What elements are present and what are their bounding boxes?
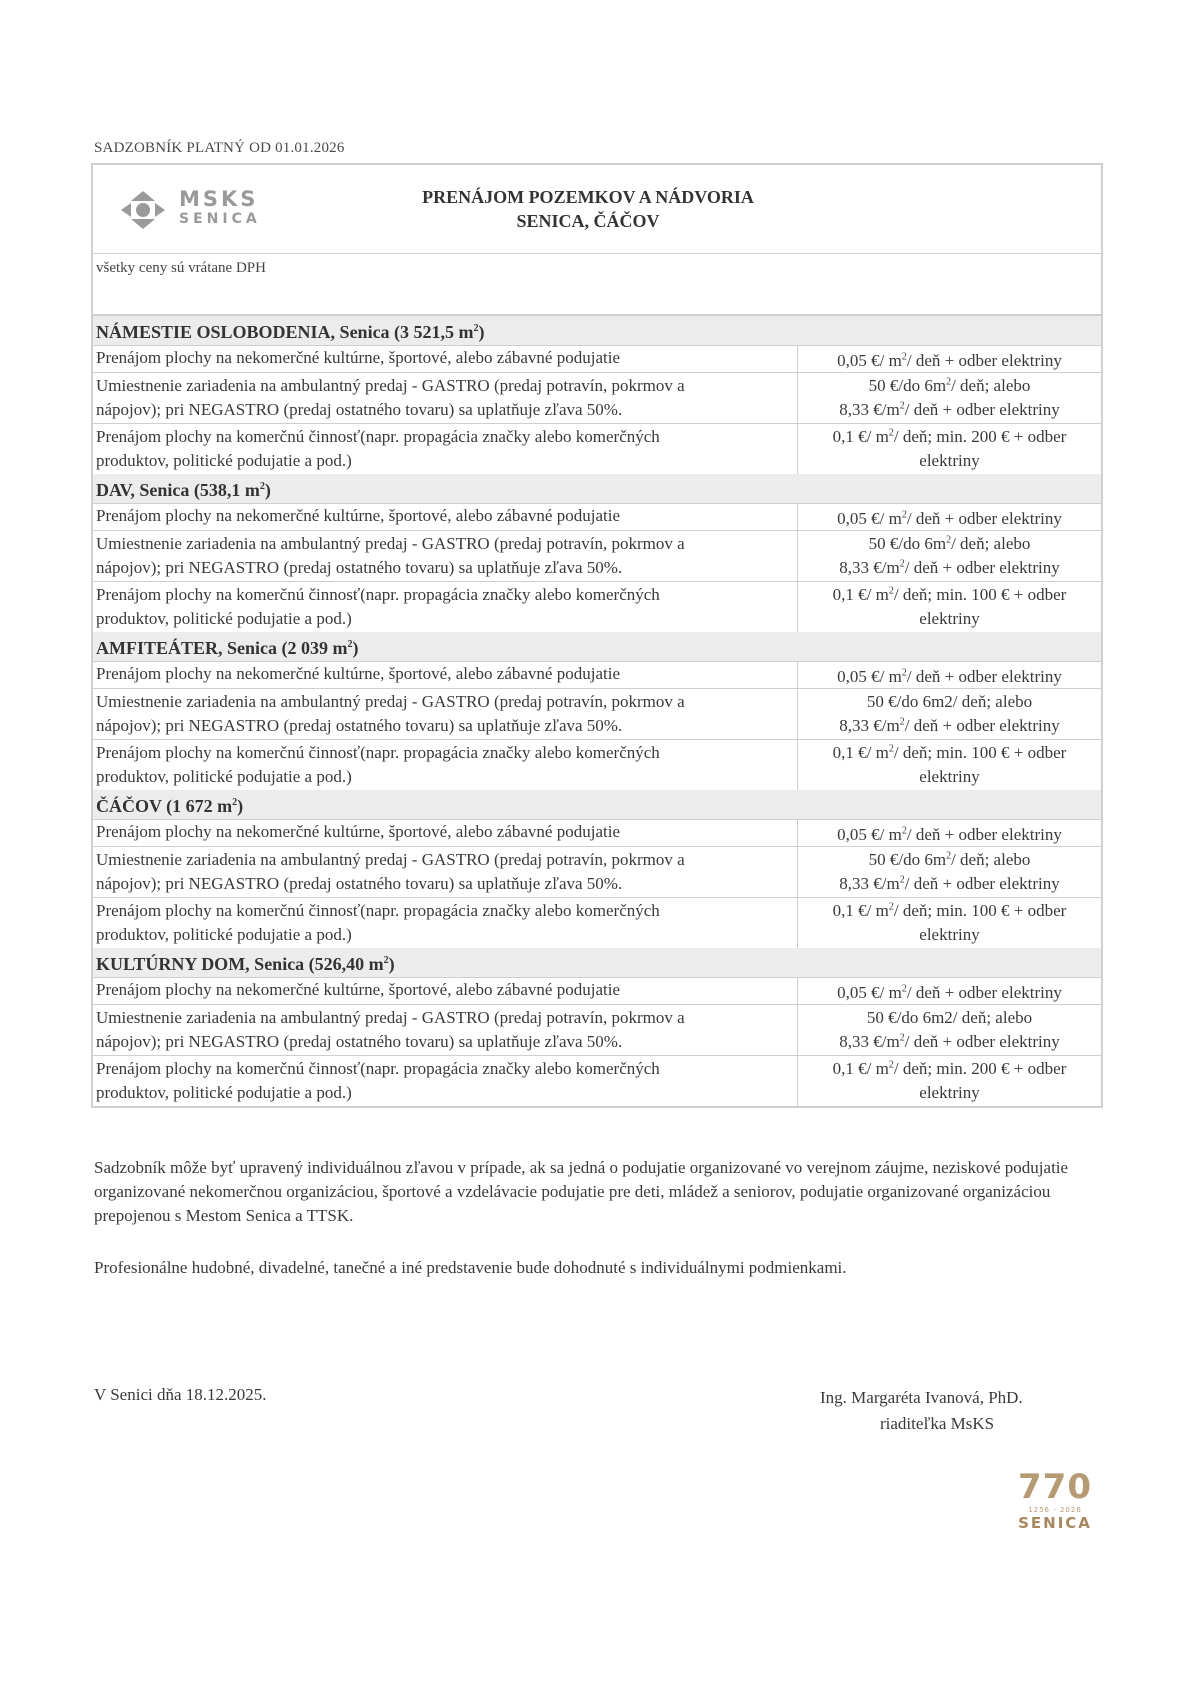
section bbox=[93, 790, 1101, 948]
anniversary-city: SENICA bbox=[1018, 1514, 1092, 1532]
row-price: 0,1 €/ $m^2/$ deň; min. 200 € + odber elektriny bbox=[797, 424, 1101, 474]
anniversary-years: 1256 - 2026 bbox=[1028, 1506, 1082, 1514]
row-description: Prenájom plochy na nekomerčné kultúrne, športové, alebo zábavné podujatie bbox=[96, 506, 620, 525]
table-row bbox=[93, 1056, 1101, 1106]
row-price: 0,05 €/ $m^2/$ deň + odber elektriny bbox=[797, 978, 1101, 1004]
row-description: Prenájom plochy na komerčnú činnosť(napr. propagácia značky alebo komerčných produktov, politické podujatie a pod.) bbox=[96, 901, 660, 944]
row-price: 50 €/do $6m^2/$ deň; alebo 8,33 $€/m^2/$ deň + odber elektriny bbox=[797, 847, 1101, 897]
table-row bbox=[93, 373, 1101, 424]
sections-container bbox=[93, 316, 1101, 1106]
row-description: Prenájom plochy na nekomerčné kultúrne, športové, alebo zábavné podujatie bbox=[96, 664, 620, 683]
table-row bbox=[93, 346, 1101, 373]
row-description: Umiestnenie zariadenia na ambulantný predaj - GASTRO (predaj potravín, pokrmov a nápojov); pri NEGASTRO (predaj ostatného tovaru) sa uplatňuje zľava 50%. bbox=[96, 1008, 685, 1051]
table-row bbox=[93, 689, 1101, 740]
row-description: Prenájom plochy na nekomerčné kultúrne, športové, alebo zábavné podujatie bbox=[96, 822, 620, 841]
signatory-role: riaditeľka MsKS bbox=[880, 1414, 995, 1433]
row-price: 50 €/do $6m^2/$ deň; alebo 8,33 $€/m^2/$ deň + odber elektriny bbox=[797, 531, 1101, 581]
validity-line: SADZOBNÍK PLATNÝ OD 01.01.2026 bbox=[94, 140, 345, 156]
table-row bbox=[93, 424, 1101, 474]
section-title: AMFITEÁTER, Senica (2 039 $m^2$) bbox=[93, 632, 1101, 662]
table-row bbox=[93, 504, 1101, 531]
anniversary-logo bbox=[1000, 1467, 1110, 1532]
table-header bbox=[93, 165, 1101, 254]
table-row bbox=[93, 531, 1101, 582]
row-price: 50 €/do 6m2/ deň; alebo 8,33 $€/m^2/$ deň + odber elektriny bbox=[797, 1005, 1101, 1055]
section bbox=[93, 948, 1101, 1106]
row-price: 0,05 €/ $m^2/$ deň + odber elektriny bbox=[797, 346, 1101, 372]
msks-logo-icon bbox=[117, 189, 169, 229]
row-description: Prenájom plochy na komerčnú činnosť(napr. propagácia značky alebo komerčných produktov, politické podujatie a pod.) bbox=[96, 585, 660, 628]
row-description: Prenájom plochy na komerčnú činnosť(napr. propagácia značky alebo komerčných produktov, politické podujatie a pod.) bbox=[96, 1059, 660, 1102]
table-row bbox=[93, 740, 1101, 790]
row-description: Umiestnenie zariadenia na ambulantný predaj - GASTRO (predaj potravín, pokrmov a nápojov); pri NEGASTRO (predaj ostatného tovaru) sa uplatňuje zľava 50%. bbox=[96, 850, 685, 893]
title-line1: PRENÁJOM POZEMKOV A NÁDVORIA bbox=[422, 187, 754, 207]
anniversary-number: 770 bbox=[1018, 1467, 1092, 1507]
row-price: 0,1 €/ $m^2/$ deň; min. 100 € + odber elektriny bbox=[797, 582, 1101, 632]
section-title: DAV, Senica (538,1 $m^2$) bbox=[93, 474, 1101, 504]
section bbox=[93, 316, 1101, 474]
row-price: 0,05 €/ $m^2/$ deň + odber elektriny bbox=[797, 662, 1101, 688]
row-description: Prenájom plochy na nekomerčné kultúrne, športové, alebo zábavné podujatie bbox=[96, 348, 620, 367]
signatory-name: Ing. Margaréta Ivanová, PhD. bbox=[820, 1388, 1023, 1407]
row-price: 0,1 €/ $m^2/$ deň; min. 200 € + odber elektriny bbox=[797, 1056, 1101, 1106]
row-description: Umiestnenie zariadenia na ambulantný predaj - GASTRO (predaj potravín, pokrmov a nápojov); pri NEGASTRO (predaj ostatného tovaru) sa uplatňuje zľava 50%. bbox=[96, 376, 685, 419]
row-price: 0,05 €/ $m^2/$ deň + odber elektriny bbox=[797, 820, 1101, 846]
signature-block bbox=[820, 1385, 1120, 1437]
logo-line1: MSKS bbox=[179, 187, 259, 211]
table-row bbox=[93, 1005, 1101, 1056]
row-price: 50 €/do 6m2/ deň; alebo 8,33 $€/m^2/$ deň + odber elektriny bbox=[797, 689, 1101, 739]
row-price: 0,1 €/ $m^2/$ deň; min. 100 € + odber elektriny bbox=[797, 740, 1101, 790]
row-description: Prenájom plochy na komerčnú činnosť(napr. propagácia značky alebo komerčných produktov, politické podujatie a pod.) bbox=[96, 743, 660, 786]
section-title: NÁMESTIE OSLOBODENIA, Senica (3 521,5 $m^2$) bbox=[93, 316, 1101, 346]
section bbox=[93, 474, 1101, 632]
table-row bbox=[93, 582, 1101, 632]
section bbox=[93, 632, 1101, 790]
table-row bbox=[93, 847, 1101, 898]
row-description: Umiestnenie zariadenia na ambulantný predaj - GASTRO (predaj potravín, pokrmov a nápojov); pri NEGASTRO (predaj ostatného tovaru) sa uplatňuje zľava 50%. bbox=[96, 692, 685, 735]
table-row bbox=[93, 662, 1101, 689]
table-row bbox=[93, 978, 1101, 1005]
document-title bbox=[353, 185, 823, 233]
row-description: Umiestnenie zariadenia na ambulantný predaj - GASTRO (predaj potravín, pokrmov a nápojov); pri NEGASTRO (predaj ostatného tovaru) sa uplatňuje zľava 50%. bbox=[96, 534, 685, 577]
place-date: V Senici dňa 18.12.2025. bbox=[94, 1385, 267, 1404]
msks-logo bbox=[117, 189, 261, 229]
discount-note: Sadzobník môže byť upravený individuálnou zľavou v prípade, ak sa jedná o podujatie organizované vo verejnom záujme, neziskové podujatie organizované nekomerčnou organizáciou, športové a vzdelávacie podujatie pre deti, mládež a seniorov, podujatie organizované organizáciou prepojenou s Mestom Senica a TTSK. bbox=[94, 1158, 1069, 1225]
section-title: ČÁČOV (1 672 $m^2$) bbox=[93, 790, 1101, 820]
table-row bbox=[93, 820, 1101, 847]
vat-note: všetky ceny sú vrátane DPH bbox=[93, 254, 1101, 316]
row-price: 0,05 €/ $m^2/$ deň + odber elektriny bbox=[797, 504, 1101, 530]
row-description: Prenájom plochy na nekomerčné kultúrne, športové, alebo zábavné podujatie bbox=[96, 980, 620, 999]
title-line2: SENICA, ČÁČOV bbox=[516, 211, 660, 231]
performances-note: Profesionálne hudobné, divadelné, tanečné a iné predstavenie bude dohodnuté s individuálnymi podmienkami. bbox=[94, 1258, 847, 1277]
row-price: 50 €/do $6m^2/$ deň; alebo 8,33 $€/m^2/$ deň + odber elektriny bbox=[797, 373, 1101, 423]
table-row bbox=[93, 898, 1101, 948]
logo-line2: SENICA bbox=[179, 211, 261, 227]
price-table bbox=[91, 163, 1103, 1108]
row-price: 0,1 €/ $m^2/$ deň; min. 100 € + odber elektriny bbox=[797, 898, 1101, 948]
section-title: KULTÚRNY DOM, Senica (526,40 $m^2$) bbox=[93, 948, 1101, 978]
row-description: Prenájom plochy na komerčnú činnosť(napr. propagácia značky alebo komerčných produktov, politické podujatie a pod.) bbox=[96, 427, 660, 470]
